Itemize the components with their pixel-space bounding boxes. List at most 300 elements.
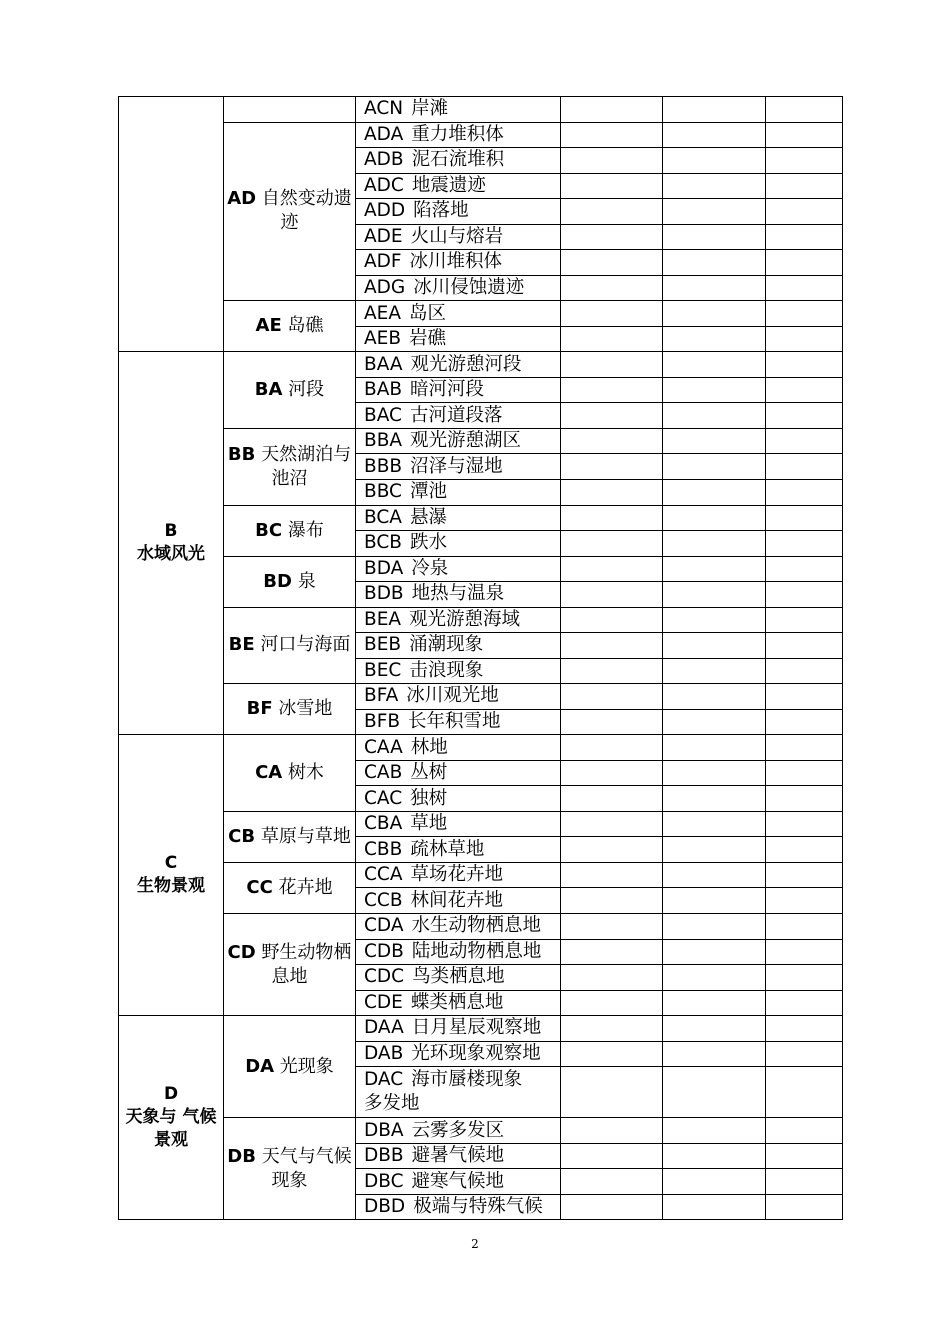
sub-category-cell xyxy=(224,122,356,301)
table-row xyxy=(119,811,843,837)
item-name: 重力堆积体 xyxy=(411,123,504,145)
blank-cell xyxy=(561,1118,663,1144)
item-cell xyxy=(356,1041,561,1067)
table-row xyxy=(119,301,843,327)
blank-cell xyxy=(766,939,843,965)
sub-category-cell xyxy=(224,684,356,735)
sub-category-cell xyxy=(224,428,356,505)
blank-cell xyxy=(561,684,663,710)
item-name: 独树 xyxy=(410,787,448,809)
sub-category-code: BF xyxy=(246,698,273,720)
blank-cell xyxy=(663,377,766,403)
blank-cell xyxy=(561,633,663,659)
blank-cell xyxy=(663,454,766,480)
blank-cell xyxy=(766,658,843,684)
blank-cell xyxy=(561,990,663,1016)
table-row xyxy=(119,505,843,531)
blank-cell xyxy=(663,990,766,1016)
blank-cell xyxy=(663,1143,766,1169)
blank-cell xyxy=(663,556,766,582)
item-code: BAA xyxy=(364,353,403,375)
blank-cell xyxy=(766,454,843,480)
item-code: CBA xyxy=(364,813,403,835)
blank-cell xyxy=(561,607,663,633)
blank-cell xyxy=(663,326,766,352)
sub-category-name: 岛礁 xyxy=(287,315,324,337)
item-cell xyxy=(356,326,561,352)
blank-cell xyxy=(561,862,663,888)
item-code: ADD xyxy=(364,200,406,222)
blank-cell xyxy=(663,97,766,123)
item-cell xyxy=(356,735,561,761)
blank-cell xyxy=(561,837,663,863)
item-code: CBB xyxy=(364,838,403,860)
blank-cell xyxy=(561,428,663,454)
blank-cell xyxy=(766,811,843,837)
item-code: ACN xyxy=(364,98,404,120)
blank-cell xyxy=(766,1041,843,1067)
item-cell xyxy=(356,479,561,505)
blank-cell xyxy=(663,862,766,888)
blank-cell xyxy=(663,786,766,812)
item-name: 泥石流堆积 xyxy=(411,149,505,171)
blank-cell xyxy=(561,1016,663,1042)
item-code: CAA xyxy=(364,736,403,758)
sub-category-code: AE xyxy=(255,315,282,337)
blank-cell xyxy=(766,301,843,327)
item-code: BEC xyxy=(364,659,402,681)
item-cell xyxy=(356,709,561,735)
item-name: 地震遗迹 xyxy=(411,174,486,196)
table-row xyxy=(119,428,843,454)
blank-cell xyxy=(561,148,663,174)
blank-cell xyxy=(766,1194,843,1220)
blank-cell xyxy=(663,1016,766,1042)
item-code: ADA xyxy=(364,123,404,145)
blank-cell xyxy=(766,862,843,888)
item-name: 观光游憩河段 xyxy=(410,353,522,375)
sub-category-cell xyxy=(224,1118,356,1220)
blank-cell xyxy=(561,786,663,812)
blank-cell xyxy=(663,760,766,786)
blank-cell xyxy=(561,352,663,378)
blank-cell xyxy=(561,275,663,301)
item-name: 沼泽与湿地 xyxy=(410,455,503,477)
item-cell xyxy=(356,301,561,327)
sub-category-name: 自然变动遗迹 xyxy=(261,188,352,234)
blank-cell xyxy=(561,479,663,505)
item-code: BEB xyxy=(364,634,402,656)
blank-cell xyxy=(663,148,766,174)
main-category-name: 生物景观 xyxy=(137,876,205,897)
blank-cell xyxy=(561,965,663,991)
blank-cell xyxy=(766,173,843,199)
sub-category-cell xyxy=(224,862,356,913)
blank-cell xyxy=(766,582,843,608)
item-code: ADG xyxy=(364,276,406,298)
blank-cell xyxy=(663,1067,766,1118)
blank-cell xyxy=(561,377,663,403)
item-name: 岩礁 xyxy=(409,328,447,350)
item-name: 涌潮现象 xyxy=(409,634,484,656)
sub-category-name: 树木 xyxy=(287,762,324,784)
blank-cell xyxy=(663,1118,766,1144)
item-code: DAC xyxy=(364,1069,404,1091)
table-row xyxy=(119,735,843,761)
main-category-cell xyxy=(119,1016,224,1220)
item-name: 水生动物栖息地 xyxy=(411,915,542,937)
item-cell xyxy=(356,148,561,174)
sub-category-cell xyxy=(224,556,356,607)
main-category-cell xyxy=(119,97,224,352)
sub-category-code: DB xyxy=(227,1145,256,1167)
item-code: BCA xyxy=(364,506,402,528)
blank-cell xyxy=(561,199,663,225)
blank-cell xyxy=(663,275,766,301)
table-row xyxy=(119,684,843,710)
blank-cell xyxy=(663,199,766,225)
blank-cell xyxy=(561,250,663,276)
item-name: 避寒气候地 xyxy=(411,1170,505,1192)
item-code: CDA xyxy=(364,915,404,937)
blank-cell xyxy=(561,914,663,940)
item-name: 观光游憩湖区 xyxy=(410,430,522,452)
blank-cell xyxy=(766,199,843,225)
blank-cell xyxy=(561,811,663,837)
blank-cell xyxy=(561,1143,663,1169)
blank-cell xyxy=(663,428,766,454)
sub-category-cell xyxy=(224,811,356,862)
item-cell xyxy=(356,505,561,531)
item-cell xyxy=(356,403,561,429)
item-code: CCA xyxy=(364,864,403,886)
table-row xyxy=(119,1118,843,1144)
blank-cell xyxy=(561,122,663,148)
main-category-name: 水域风光 xyxy=(137,544,205,565)
sub-category-name: 河段 xyxy=(288,379,325,401)
blank-cell xyxy=(663,301,766,327)
main-category-code: D xyxy=(163,1084,179,1105)
blank-cell xyxy=(663,633,766,659)
sub-category-name: 天然湖泊与池沼 xyxy=(261,443,352,489)
blank-cell xyxy=(663,1041,766,1067)
item-cell xyxy=(356,454,561,480)
item-cell xyxy=(356,1067,561,1118)
blank-cell xyxy=(663,403,766,429)
blank-cell xyxy=(663,1169,766,1195)
blank-cell xyxy=(766,352,843,378)
blank-cell xyxy=(766,1067,843,1118)
item-code: DBD xyxy=(364,1196,406,1218)
item-cell xyxy=(356,811,561,837)
item-name: 长年积雪地 xyxy=(408,711,501,733)
item-cell xyxy=(356,250,561,276)
sub-category-name: 野生动物栖息地 xyxy=(261,941,352,987)
blank-cell xyxy=(561,556,663,582)
item-code: CCB xyxy=(364,889,403,911)
sub-category-code: BB xyxy=(227,443,256,465)
item-cell xyxy=(356,888,561,914)
blank-cell xyxy=(663,735,766,761)
item-name: 云雾多发区 xyxy=(411,1119,505,1141)
item-cell xyxy=(356,633,561,659)
item-name: 岸滩 xyxy=(411,98,449,120)
item-name: 日月星辰观察地 xyxy=(411,1017,542,1039)
item-name: 光环现象观察地 xyxy=(411,1042,541,1064)
item-cell xyxy=(356,582,561,608)
table-row xyxy=(119,914,843,940)
blank-cell xyxy=(663,582,766,608)
main-category-code: C xyxy=(164,853,178,874)
item-name: 极端与特殊气候 xyxy=(413,1196,543,1218)
item-code: DBA xyxy=(364,1119,404,1141)
sub-category-cell xyxy=(224,1016,356,1118)
sub-category-code: CB xyxy=(228,825,256,847)
item-code: AEB xyxy=(364,328,402,350)
item-cell xyxy=(356,199,561,225)
blank-cell xyxy=(766,275,843,301)
item-code: ADE xyxy=(364,225,403,247)
blank-cell xyxy=(766,1118,843,1144)
item-code: CDE xyxy=(364,991,403,1013)
item-name: 冰川观光地 xyxy=(406,685,499,707)
blank-cell xyxy=(663,352,766,378)
item-cell xyxy=(356,862,561,888)
item-cell xyxy=(356,556,561,582)
blank-cell xyxy=(561,658,663,684)
blank-cell xyxy=(663,173,766,199)
item-cell xyxy=(356,1016,561,1042)
item-name: 疏林草地 xyxy=(410,838,485,860)
item-name: 陆地动物栖息地 xyxy=(411,940,542,962)
item-cell xyxy=(356,1169,561,1195)
blank-cell xyxy=(561,888,663,914)
blank-cell xyxy=(766,709,843,735)
item-cell xyxy=(356,990,561,1016)
blank-cell xyxy=(766,786,843,812)
item-code: BBC xyxy=(364,481,402,503)
item-cell xyxy=(356,658,561,684)
blank-cell xyxy=(561,224,663,250)
blank-cell xyxy=(663,1194,766,1220)
item-code: BEA xyxy=(364,608,402,630)
sub-category-code: BD xyxy=(263,570,292,592)
item-cell xyxy=(356,352,561,378)
blank-cell xyxy=(663,965,766,991)
blank-cell xyxy=(561,454,663,480)
item-cell xyxy=(356,122,561,148)
blank-cell xyxy=(561,301,663,327)
sub-category-name: 瀑布 xyxy=(287,519,324,541)
sub-category-name: 草原与草地 xyxy=(260,825,351,847)
item-cell xyxy=(356,377,561,403)
table-row xyxy=(119,607,843,633)
sub-category-name: 花卉地 xyxy=(278,876,333,898)
item-cell xyxy=(356,173,561,199)
blank-cell xyxy=(766,377,843,403)
blank-cell xyxy=(663,684,766,710)
table-row xyxy=(119,862,843,888)
blank-cell xyxy=(766,479,843,505)
blank-cell xyxy=(766,1143,843,1169)
sub-category-cell xyxy=(224,301,356,352)
item-name: 草地 xyxy=(410,813,448,835)
blank-cell xyxy=(561,1067,663,1118)
item-name: 陷落地 xyxy=(413,200,469,222)
blank-cell xyxy=(766,97,843,123)
table-row xyxy=(119,556,843,582)
item-cell xyxy=(356,965,561,991)
table-row xyxy=(119,1016,843,1042)
item-cell xyxy=(356,1194,561,1220)
item-cell xyxy=(356,837,561,863)
item-name: 潭池 xyxy=(409,481,447,503)
main-category-name: 天象与 气候景观 xyxy=(125,1107,217,1151)
blank-cell xyxy=(561,1041,663,1067)
item-code: BFA xyxy=(364,685,399,707)
blank-cell xyxy=(766,965,843,991)
blank-cell xyxy=(663,811,766,837)
sub-category-name: 泉 xyxy=(297,570,316,592)
item-code: DAB xyxy=(364,1042,404,1064)
blank-cell xyxy=(766,837,843,863)
sub-category-cell xyxy=(224,505,356,556)
blank-cell xyxy=(766,403,843,429)
blank-cell xyxy=(663,837,766,863)
item-code: BDB xyxy=(364,583,404,605)
item-cell xyxy=(356,684,561,710)
blank-cell xyxy=(766,428,843,454)
sub-category-code: CC xyxy=(246,876,273,898)
item-code: DBC xyxy=(364,1170,404,1192)
item-name: 避暑气候地 xyxy=(411,1145,505,1167)
blank-cell xyxy=(663,250,766,276)
item-cell xyxy=(356,428,561,454)
item-name: 丛树 xyxy=(410,762,448,784)
sub-category-code: CD xyxy=(227,941,256,963)
blank-cell xyxy=(766,914,843,940)
item-cell xyxy=(356,914,561,940)
sub-category-code: BC xyxy=(255,519,283,541)
main-category-cell xyxy=(119,735,224,1016)
blank-cell xyxy=(663,607,766,633)
blank-cell xyxy=(766,760,843,786)
blank-cell xyxy=(561,939,663,965)
blank-cell xyxy=(766,122,843,148)
blank-cell xyxy=(663,479,766,505)
item-cell xyxy=(356,939,561,965)
sub-category-cell xyxy=(224,607,356,684)
item-code: BAC xyxy=(364,404,402,426)
blank-cell xyxy=(663,888,766,914)
item-cell xyxy=(356,607,561,633)
sub-category-code: AD xyxy=(227,188,257,210)
blank-cell xyxy=(561,582,663,608)
blank-cell xyxy=(766,326,843,352)
blank-cell xyxy=(561,97,663,123)
item-code: DBB xyxy=(364,1145,404,1167)
blank-cell xyxy=(561,403,663,429)
item-name: 古河道段落 xyxy=(409,404,503,426)
sub-category-name: 河口与海面 xyxy=(260,634,351,656)
resource-classification-table xyxy=(118,96,843,1220)
blank-cell xyxy=(561,173,663,199)
item-name: 暗河河段 xyxy=(410,379,485,401)
item-name: 海市蜃楼现象多发地 xyxy=(364,1069,523,1115)
item-cell xyxy=(356,760,561,786)
blank-cell xyxy=(561,760,663,786)
item-name: 林间花卉地 xyxy=(410,889,504,911)
blank-cell xyxy=(663,709,766,735)
item-code: CDC xyxy=(364,966,405,988)
item-name: 地热与温泉 xyxy=(411,583,505,605)
item-name: 林地 xyxy=(410,736,448,758)
blank-cell xyxy=(766,990,843,1016)
item-code: BBA xyxy=(364,430,403,452)
item-code: BCB xyxy=(364,532,402,554)
blank-cell xyxy=(766,250,843,276)
sub-category-code: CA xyxy=(255,762,283,784)
blank-cell xyxy=(766,735,843,761)
main-category-code: B xyxy=(164,521,178,542)
blank-cell xyxy=(663,505,766,531)
sub-category-cell xyxy=(224,97,356,123)
blank-cell xyxy=(766,684,843,710)
blank-cell xyxy=(766,556,843,582)
item-name: 观光游憩海域 xyxy=(409,608,521,630)
sub-category-code: BA xyxy=(254,379,283,401)
main-category-cell xyxy=(119,352,224,735)
item-code: CAB xyxy=(364,762,403,784)
blank-cell xyxy=(663,939,766,965)
sub-category-name: 冰雪地 xyxy=(278,698,333,720)
item-name: 击浪现象 xyxy=(409,659,484,681)
blank-cell xyxy=(663,224,766,250)
table-row xyxy=(119,122,843,148)
item-cell xyxy=(356,531,561,557)
page-number: 2 xyxy=(471,1237,479,1251)
item-code: ADC xyxy=(364,174,404,196)
item-code: CDB xyxy=(364,940,404,962)
item-code: BFB xyxy=(364,711,401,733)
item-cell xyxy=(356,224,561,250)
item-code: BAB xyxy=(364,379,403,401)
sub-category-code: BE xyxy=(228,634,255,656)
item-name: 冰川堆积体 xyxy=(409,251,503,273)
item-name: 草场花卉地 xyxy=(410,864,504,886)
item-cell xyxy=(356,1143,561,1169)
item-name: 冷泉 xyxy=(411,557,449,579)
blank-cell xyxy=(561,1169,663,1195)
item-cell xyxy=(356,275,561,301)
blank-cell xyxy=(561,505,663,531)
blank-cell xyxy=(766,531,843,557)
item-name: 火山与熔岩 xyxy=(410,225,504,247)
blank-cell xyxy=(663,914,766,940)
blank-cell xyxy=(766,1016,843,1042)
item-code: ADF xyxy=(364,251,402,273)
sub-category-name: 光现象 xyxy=(279,1055,334,1077)
blank-cell xyxy=(663,658,766,684)
blank-cell xyxy=(766,505,843,531)
item-code: AEA xyxy=(364,302,401,324)
sub-category-cell xyxy=(224,352,356,429)
sub-category-name: 天气与气候现象 xyxy=(261,1145,352,1191)
item-name: 悬瀑 xyxy=(409,506,447,528)
item-name: 冰川侵蚀遗迹 xyxy=(413,276,525,298)
blank-cell xyxy=(766,888,843,914)
blank-cell xyxy=(663,531,766,557)
